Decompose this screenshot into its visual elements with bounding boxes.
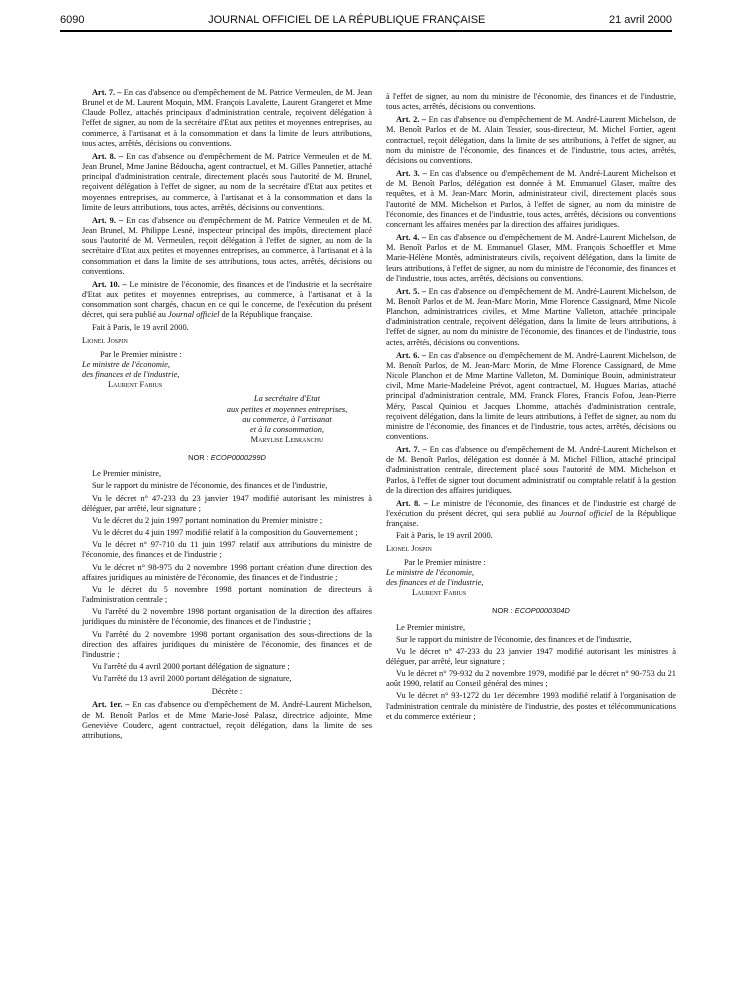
visa-line: Vu le décret n° 97-710 du 11 juin 1997 relatif aux attributions du ministre de l'économie, des finances et de l'industrie ;: [82, 540, 372, 560]
by-prime-minister: Par le Premier ministre :: [404, 557, 486, 567]
article-label: Art. 10. –: [92, 279, 127, 289]
article-text: Le ministre de l'économie, des finances et de l'industrie et la secrétaire d'Etat aux petites et moyennes entreprises, au commerce, à l'artisanat et à la consommation sont chargés, chacun en ce qui le concerne, de l'exécution du présent décret, qui sera publié au: [82, 279, 373, 320]
visa-line: Vu le décret n° 98-975 du 2 novembre 1998 portant création d'une direction des affaires juridiques au ministère de l'économie, des finances et de l'industrie ;: [82, 562, 372, 582]
article-label: Art. 7. –: [396, 445, 427, 455]
secretary-title: aux petites et moyennes entreprises,: [226, 404, 348, 414]
right-column: [386, 92, 676, 724]
article-7: [82, 88, 372, 149]
article-text: de la République française.: [219, 310, 313, 320]
signing-place-date: Fait à Paris, le 19 avril 2000.: [92, 323, 189, 333]
article-8: [82, 152, 372, 213]
visa-line: Sur le rapport du ministre de l'économie, des finances et de l'industrie,: [92, 481, 328, 491]
visa-line: Vu l'arrêté du 13 avril 2000 portant délégation de signature,: [92, 674, 292, 684]
article-text: En cas d'absence ou d'empêchement de M. André-Laurent Michelson, de M. Benoît Parlos et de Mme Marie-José Palasz, directrice adjointe, Mme Geneviève Couderc, agent contractuel, reçoit délégation, dans la limite de ses attributions,: [82, 700, 373, 740]
signatory-name: Lionel Jospin: [386, 543, 432, 553]
decrete-heading: Décrète :: [211, 687, 243, 697]
nor-reference: [386, 606, 676, 616]
article-label: Art. 2. –: [396, 115, 427, 125]
article-label: Art. 1er. –: [92, 700, 130, 710]
nor-code: ECOP0000299D: [210, 453, 266, 463]
article-continuation: à l'effet de signer, au nom du ministre de l'économie, des finances et de l'industrie, tous actes, arrêtés, décisions ou conventions.: [386, 92, 676, 112]
visa-line: Vu le décret n° 47-233 du 23 janvier 1947 modifié autorisant les ministres à déléguer, par arrêté, leur signature ;: [386, 646, 676, 666]
visa-line: Vu le décret n° 79-932 du 2 novembre 1979, modifié par le décret n° 90-753 du 21 août 1990, relatif au Conseil général des mines ;: [386, 669, 676, 689]
visa-line: Vu le décret n° 47-233 du 23 janvier 1947 modifié autorisant les ministres à déléguer, par arrêté, leur signature ;: [82, 493, 372, 513]
article-9: [82, 216, 372, 277]
page-header: [60, 12, 672, 28]
visa-line: Vu le décret du 5 novembre 1998 portant nomination de directeurs à l'administration centrale ;: [82, 584, 372, 605]
minister-title: des finances et de l'industrie,: [82, 370, 180, 380]
secretary-title: La secrétaire d'Etat: [253, 394, 321, 404]
article-text: En cas d'absence ou d'empêchement de M. André-Laurent Michelson, de M. Benoît Parlos et de M. Alain Tessier, sous-directeur, M. Michel Fortier, agent contractuel, reçoit délégation, dans la limite de ses attributions, à l'effet de signer, au nom du ministre de l'économie, des finances et de l'industrie, tous actes, arrêtés, décisions ou conventions.: [386, 115, 676, 165]
article-7: [386, 445, 676, 496]
article-text: En cas d'absence ou d'empêchement de M. André-Laurent Michelson et de M. Benoît Parlos, délégation est donnée à M. Emmanuel Glaser, maître des requêtes, et à M. Jean-Marc Morin, administrateur civil, directement placés sous l'autorité de MM. Michelson et Parlos, à l'effet de signer, au nom du ministre de l'économie, des finances et de l'industrie, tous actes, arrêtés, décisions ou conventions concernant les affaires menées par la direction des affaires juridiques.: [386, 169, 677, 229]
article-label: Art. 8. –: [396, 498, 428, 508]
secretary-signature-block: [202, 394, 372, 445]
issue-date: 21 avril 2000: [608, 14, 672, 26]
article-text: En cas d'absence ou d'empêchement de M. André-Laurent Michelson et de M. Benoît Parlos, délégation est donnée à M. Michel Fillion, attaché principal d'administration centrale, directement placé sous l'autorité de MM. Michelson et Parlos, à l'effet de signer tout document administratif ou comptable relatif à la gestion de la direction des affaires juridiques.: [386, 445, 677, 495]
article-text: En cas d'absence ou d'empêchement de M. Patrice Vermeulen, de M. Jean Brunel et de M. Laurent Moquin, MM. François Lavalette, Laurent Grangeret et Mme Claude Pollez, attachés principaux d'administration centrale, reçoivent délégation à l'effet de signer, au nom de la secrétaire d'Etat aux petites et moyennes entreprises, au commerce, à l'artisanat et à la consommation et dans la limite de leurs attributions, tous actes, arrêtés, décisions ou conventions.: [82, 88, 373, 148]
article-label: Art. 8. –: [92, 151, 124, 161]
article-text: En cas d'absence ou d'empêchement de M. Patrice Vermeulen et de M. Jean Brunel, M. Philippe Lesné, inspecteur principal des impôts, directement placé sous l'autorité de M. Vermeulen, reçoit délégation à l'effet de signer, au nom de la secrétaire d'Etat aux petites et moyennes entreprises, au commerce, à l'artisanat et à la consommation et dans la limite de ses attributions, tous actes, arrêtés, décisions ou conventions.: [82, 215, 372, 276]
article-4: [386, 233, 676, 284]
journal-ref: Journal officiel: [559, 509, 613, 519]
left-column: [82, 88, 372, 743]
visa-line: Vu le décret du 2 juin 1997 portant nomination du Premier ministre ;: [92, 515, 323, 525]
minister-name: Laurent Fabius: [412, 588, 467, 598]
header-rule: [60, 30, 672, 32]
article-6: [386, 351, 676, 442]
secretary-title: au commerce, à l'artisanat: [242, 414, 332, 424]
article-label: Art. 4. –: [396, 233, 427, 243]
article-text: Le ministre de l'économie, des finances et de l'industrie est chargé de l'exécution du présent décret, qui sera publié au: [386, 498, 677, 519]
article-label: Art. 5. –: [396, 286, 427, 296]
article-1: [82, 700, 372, 741]
article-10: [82, 280, 372, 321]
nor-label: NOR :: [188, 453, 211, 463]
article-text: de la République française.: [386, 509, 677, 529]
visa-line: Vu le décret n° 93-1272 du 1er décembre 1993 modifié relatif à l'organisation de l'administration centrale du ministère de l'industrie, des postes et télécommunications et du commerce extérieur ;: [386, 691, 676, 721]
visa-line: Vu l'arrêté du 2 novembre 1998 portant organisation de la direction des affaires juridiques du ministère de l'économie, des finances et de l'industrie ;: [82, 607, 372, 627]
article-text: En cas d'absence ou d'empêchement de M. Patrice Vermeulen et de M. Jean Brunel, Mme Janine Bédoucha, agent contractuel, et M. Gilles Pannetier, attaché principal d'administration centrale, directement placés sous l'autorité de M. Brunel, reçoivent délégation à l'effet de signer, au nom de la secrétaire d'Etat aux petites et moyennes entreprises, au commerce, à l'artisanat et à la consommation et dans la limite de leurs attributions, tous actes, arrêtés, décisions ou conventions.: [82, 151, 372, 212]
journal-ref: Journal officiel: [168, 310, 220, 320]
minister-name: Laurent Fabius: [108, 380, 163, 390]
visa-line: Vu le décret du 4 juin 1997 modifié relatif à la composition du Gouvernement ;: [92, 528, 358, 538]
secretary-name: Marylise Lebranchu: [250, 435, 324, 444]
page-number: 6090: [60, 14, 85, 26]
article-2: [386, 115, 676, 166]
minister-title: des finances et de l'industrie,: [386, 578, 484, 588]
visa-line: Vu l'arrêté du 4 avril 2000 portant délégation de signature ;: [92, 661, 290, 671]
article-label: Art. 7. –: [92, 88, 122, 97]
article-text: En cas d'absence ou d'empêchement de M. André-Laurent Michelson, de M. Benoît Parlos, de M. Jean-Marc Morin, de Mme Florence Cassignard, de Mme Nicole Planchon et de Mme Martine Valleton, M. Dominique Bouin, administrateur civil, Mme Marie-Madeleine Prévot, agent contractuel, M. Hugues Marias, attaché principal d'administration centrale, MM. Franck Flores, Francis Fofou, Jean-Pierre Méry, Pascal Quiniou et Jacques Lhomme, attachés d'administration centrale, reçoivent délégation, dans la limite de leurs attributions, à l'effet de signer, au nom du ministre de l'économie, des finances et de l'industrie, tous actes, arrêtés, décisions ou conventions.: [386, 350, 676, 441]
article-label: Art. 9. –: [92, 215, 124, 225]
signatory-name: Lionel Jospin: [82, 335, 128, 345]
minister-title: Le ministre de l'économie,: [386, 567, 475, 577]
nor-label: NOR :: [492, 606, 515, 616]
visa-line: Sur le rapport du ministre de l'économie, des finances et de l'industrie,: [396, 634, 632, 644]
minister-title: Le ministre de l'économie,: [82, 359, 171, 369]
article-5: [386, 287, 676, 348]
by-prime-minister: Par le Premier ministre :: [100, 349, 182, 359]
preamble-heading: Le Premier ministre,: [92, 469, 162, 479]
article-label: Art. 6. –: [396, 350, 427, 360]
article-text: En cas d'absence ou d'empêchement de M. André-Laurent Michelson, de M. Benoît Parlos et de M. Jean-Marc Morin, Mme Florence Cassignard, Mme Nicole Planchon, administratrices civiles, et Mme Martine Valleton, attachée principale d'administration centrale, reçoivent délégation, dans la limite de leurs attributions, à l'effet de signer, au nom du ministre de l'économie, des finances et de l'industrie, tous actes, arrêtés, décisions ou conventions.: [386, 286, 676, 347]
article-8: [386, 499, 676, 529]
journal-title: JOURNAL OFFICIEL DE LA RÉPUBLIQUE FRANÇAISE: [208, 14, 486, 26]
article-label: Art. 3. –: [396, 169, 427, 179]
article-3: [386, 169, 676, 230]
nor-reference: [82, 453, 372, 463]
visa-line: Vu l'arrêté du 2 novembre 1998 portant organisation des sous-directions de la direction des affaires juridiques du ministère de l'économie, des finances et de l'industrie ;: [82, 629, 372, 659]
preamble-heading: Le Premier ministre,: [396, 622, 466, 632]
secretary-title: et à la consommation,: [250, 424, 324, 434]
article-text: En cas d'absence ou d'empêchement de M. André-Laurent Michelson, de M. Benoît Parlos et de M. Emmanuel Glaser, MM. François Schoeffler et Mme Marie-Hélène Montès, administrateurs civils, reçoivent délégation, dans la limite de leurs attributions, à l'effet de signer, au nom du ministre de l'économie, des finances et de l'industrie, tous actes, arrêtés, décisions ou conventions.: [386, 233, 676, 283]
nor-code: ECOP0000304D: [514, 606, 570, 616]
signing-place-date: Fait à Paris, le 19 avril 2000.: [396, 531, 493, 541]
